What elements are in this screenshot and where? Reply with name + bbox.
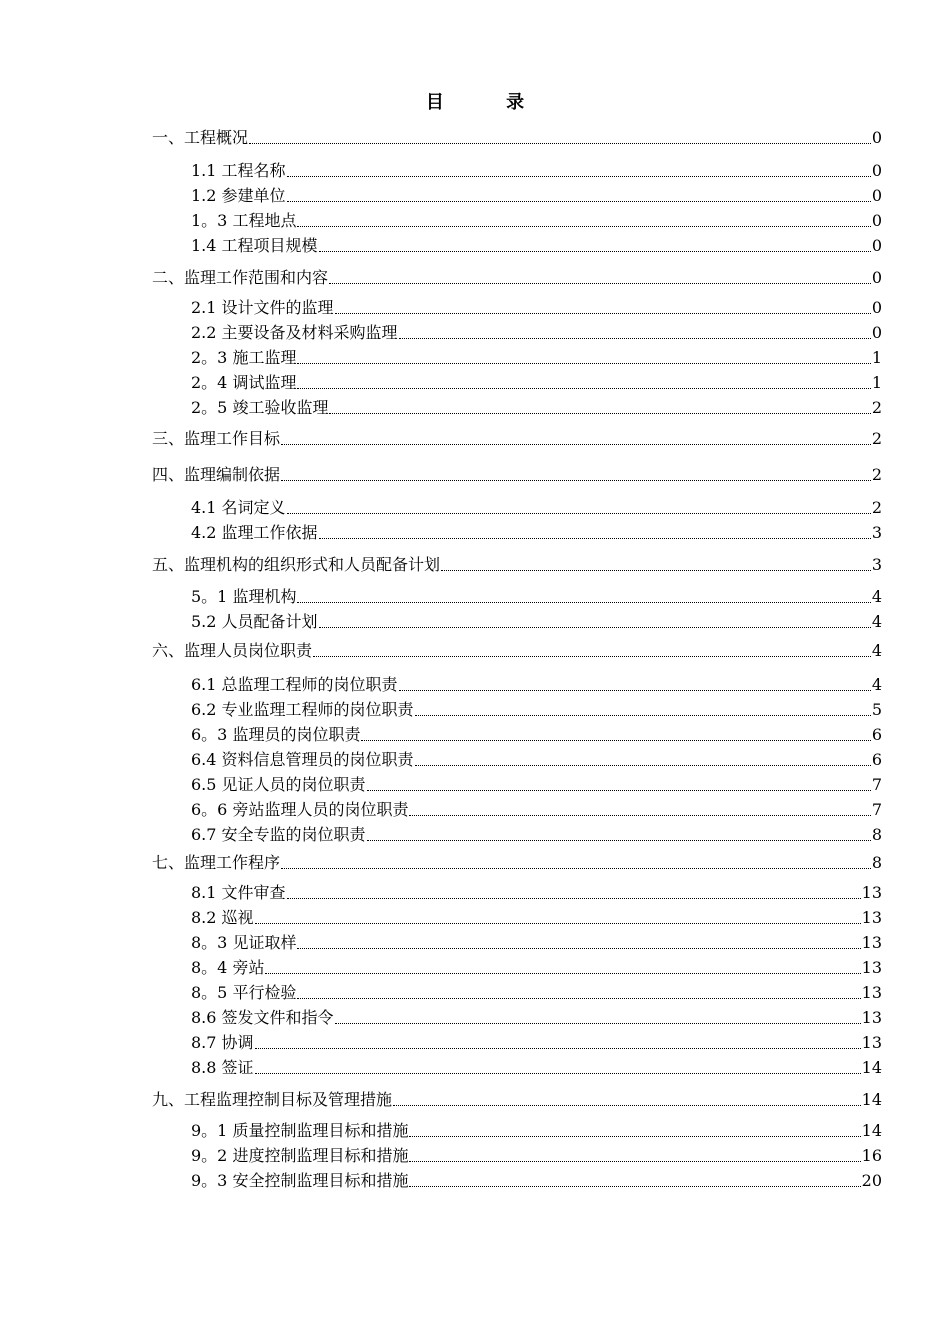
- dot-leader: [249, 143, 871, 144]
- toc-entry-label: 五、监理机构的组织形式和人员配备计划: [152, 555, 441, 574]
- toc-entry-label: 六、监理人员岗位职责: [152, 641, 313, 660]
- toc-page-number: 16: [861, 1146, 882, 1165]
- toc-section-entry[interactable]: [191, 347, 882, 369]
- toc-section-entry[interactable]: [191, 749, 882, 771]
- toc-section-entry[interactable]: [191, 235, 882, 257]
- toc-page-number: 0: [871, 268, 882, 287]
- toc-page-number: 5: [871, 700, 882, 719]
- toc-section-entry[interactable]: [191, 297, 882, 319]
- toc-chapter-entry[interactable]: [152, 1089, 882, 1111]
- dot-leader: [367, 840, 871, 841]
- dot-leader: [415, 765, 871, 766]
- toc-entry-label: 2。4 调试监理: [191, 373, 297, 392]
- toc-page-number: 0: [871, 236, 882, 255]
- toc-entry-label: 8。5 平行检验: [191, 983, 297, 1002]
- toc-section-entry[interactable]: [191, 1007, 882, 1029]
- dot-leader: [329, 413, 870, 414]
- toc-entry-label: 2。5 竣工验收监理: [191, 398, 329, 417]
- toc-entry-label: 6.1 总监理工程师的岗位职责: [191, 675, 398, 694]
- toc-title: 目 录: [425, 92, 553, 113]
- toc-page-number: 13: [861, 1033, 882, 1052]
- toc-page-number: 4: [871, 641, 882, 660]
- dot-leader: [409, 1136, 860, 1137]
- toc-entry-label: 8.1 文件审查: [191, 883, 286, 902]
- toc-entry-label: 8.2 巡视: [191, 908, 254, 927]
- toc-page-number: 7: [871, 775, 882, 794]
- toc-section-entry[interactable]: [191, 699, 882, 721]
- toc-page-number: 2: [871, 465, 882, 484]
- dot-leader: [297, 998, 860, 999]
- toc-entry-label: 5。1 监理机构: [191, 587, 297, 606]
- toc-page-number: 13: [861, 1008, 882, 1027]
- toc-section-entry[interactable]: [191, 522, 882, 544]
- dot-leader: [409, 1161, 860, 1162]
- toc-page-number: 2: [871, 498, 882, 517]
- toc-page-number: 0: [871, 323, 882, 342]
- dot-leader: [393, 1105, 861, 1106]
- toc-page-number: 0: [871, 211, 882, 230]
- toc-page-number: 1: [871, 373, 882, 392]
- toc-section-entry[interactable]: [191, 907, 882, 929]
- dot-leader: [319, 251, 871, 252]
- toc-page-number: 3: [871, 523, 882, 542]
- toc-chapter-entry[interactable]: [152, 464, 882, 486]
- toc-entry-label: 6。3 监理员的岗位职责: [191, 725, 361, 744]
- toc-section-entry[interactable]: [191, 586, 882, 608]
- toc-section-entry[interactable]: [191, 932, 882, 954]
- toc-entry-label: 2。3 施工监理: [191, 348, 297, 367]
- toc-section-entry[interactable]: [191, 1145, 882, 1167]
- toc-page-number: 13: [861, 958, 882, 977]
- toc-page-number: 6: [871, 725, 882, 744]
- toc-section-entry[interactable]: [191, 372, 882, 394]
- toc-entry-label: 1。3 工程地点: [191, 211, 297, 230]
- toc-page-number: 7: [871, 800, 882, 819]
- toc-page-number: 20: [861, 1171, 882, 1190]
- toc-entry-label: 8.8 签证: [191, 1058, 254, 1077]
- toc-chapter-entry[interactable]: [152, 640, 882, 662]
- toc-entry-label: 6.4 资料信息管理员的岗位职责: [191, 750, 414, 769]
- toc-entry-label: 三、监理工作目标: [152, 429, 281, 448]
- toc-entry-label: 9。2 进度控制监理目标和措施: [191, 1146, 409, 1165]
- toc-section-entry[interactable]: [191, 882, 882, 904]
- toc-section-entry[interactable]: [191, 497, 882, 519]
- toc-page-number: 13: [861, 983, 882, 1002]
- toc-entry-label: 2.2 主要设备及材料采购监理: [191, 323, 398, 342]
- toc-entry-label: 1.2 参建单位: [191, 186, 286, 205]
- toc-entry-label: 6.2 专业监理工程师的岗位职责: [191, 700, 414, 719]
- toc-section-entry[interactable]: [191, 1120, 882, 1142]
- toc-page-number: 14: [861, 1121, 882, 1140]
- toc-section-entry[interactable]: [191, 210, 882, 232]
- dot-leader: [409, 815, 870, 816]
- dot-leader: [319, 538, 871, 539]
- toc-entry-label: 九、工程监理控制目标及管理措施: [152, 1090, 393, 1109]
- toc-page-number: 14: [861, 1058, 882, 1077]
- dot-leader: [441, 570, 871, 571]
- dot-leader: [281, 444, 871, 445]
- toc-section-entry[interactable]: [191, 1057, 882, 1079]
- toc-section-entry[interactable]: [191, 824, 882, 846]
- toc-entry-label: 5.2 人员配备计划: [191, 612, 318, 631]
- dot-leader: [335, 313, 871, 314]
- dot-leader: [399, 338, 871, 339]
- toc-entry-label: 四、监理编制依据: [152, 465, 281, 484]
- toc-entry-label: 8.7 协调: [191, 1033, 254, 1052]
- toc-section-entry[interactable]: [191, 1032, 882, 1054]
- dot-leader: [415, 715, 871, 716]
- dot-leader: [287, 176, 871, 177]
- dot-leader: [399, 690, 871, 691]
- dot-leader: [361, 740, 870, 741]
- toc-page-number: 13: [861, 883, 882, 902]
- dot-leader: [335, 1023, 861, 1024]
- toc-page-number: 13: [861, 908, 882, 927]
- toc-entry-label: 1.1 工程名称: [191, 161, 286, 180]
- dot-leader: [255, 923, 861, 924]
- toc-entry-label: 8。4 旁站: [191, 958, 265, 977]
- toc-section-entry[interactable]: [191, 799, 882, 821]
- dot-leader: [409, 1186, 860, 1187]
- toc-section-entry[interactable]: [191, 322, 882, 344]
- toc-chapter-entry[interactable]: [152, 428, 882, 450]
- dot-leader: [329, 283, 871, 284]
- dot-leader: [297, 948, 860, 949]
- dot-leader: [297, 226, 870, 227]
- toc-page-number: 8: [871, 825, 882, 844]
- toc-chapter-entry[interactable]: [152, 852, 882, 874]
- toc-section-entry[interactable]: [191, 185, 882, 207]
- toc-page-number: 8: [871, 853, 882, 872]
- toc-page-number: 4: [871, 587, 882, 606]
- dot-leader: [319, 627, 871, 628]
- toc-entry-label: 6。6 旁站监理人员的岗位职责: [191, 800, 409, 819]
- dot-leader: [287, 513, 871, 514]
- toc-page-number: 13: [861, 933, 882, 952]
- toc-page-number: 1: [871, 348, 882, 367]
- toc-entry-label: 一、工程概况: [152, 128, 249, 147]
- toc-section-entry[interactable]: [191, 160, 882, 182]
- toc-entry-label: 8.6 签发文件和指令: [191, 1008, 334, 1027]
- toc-entry-label: 4.1 名词定义: [191, 498, 286, 517]
- toc-chapter-entry[interactable]: [152, 554, 882, 576]
- dot-leader: [265, 973, 860, 974]
- toc-section-entry[interactable]: [191, 982, 882, 1004]
- toc-entry-label: 6.7 安全专监的岗位职责: [191, 825, 366, 844]
- toc-page-number: 0: [871, 298, 882, 317]
- toc-entry-label: 二、监理工作范围和内容: [152, 268, 329, 287]
- dot-leader: [313, 656, 871, 657]
- toc-section-entry[interactable]: [191, 724, 882, 746]
- dot-leader: [297, 602, 870, 603]
- toc-chapter-entry[interactable]: [152, 267, 882, 289]
- toc-page-number: 2: [871, 429, 882, 448]
- toc-page-number: 3: [871, 555, 882, 574]
- toc-page-number: 14: [861, 1090, 882, 1109]
- toc-entry-label: 9。3 安全控制监理目标和措施: [191, 1171, 409, 1190]
- toc-entry-label: 七、监理工作程序: [152, 853, 281, 872]
- toc-page-number: 0: [871, 161, 882, 180]
- dot-leader: [281, 480, 871, 481]
- toc-page-number: 0: [871, 186, 882, 205]
- toc-entry-label: 6.5 见证人员的岗位职责: [191, 775, 366, 794]
- toc-chapter-entry[interactable]: [152, 127, 882, 149]
- toc-section-entry[interactable]: [191, 774, 882, 796]
- dot-leader: [255, 1048, 861, 1049]
- toc-page-number: 2: [871, 398, 882, 417]
- toc-entry-label: 1.4 工程项目规模: [191, 236, 318, 255]
- toc-page-number: 6: [871, 750, 882, 769]
- dot-leader: [297, 363, 870, 364]
- toc-page-number: 4: [871, 612, 882, 631]
- dot-leader: [287, 898, 861, 899]
- toc-entry-label: 2.1 设计文件的监理: [191, 298, 334, 317]
- dot-leader: [367, 790, 871, 791]
- dot-leader: [287, 201, 871, 202]
- toc-page-number: 4: [871, 675, 882, 694]
- toc-entry-label: 4.2 监理工作依据: [191, 523, 318, 542]
- dot-leader: [281, 868, 871, 869]
- toc-section-entry[interactable]: [191, 674, 882, 696]
- toc-entry-label: 9。1 质量控制监理目标和措施: [191, 1121, 409, 1140]
- toc-section-entry[interactable]: [191, 397, 882, 419]
- toc-entry-label: 8。3 见证取样: [191, 933, 297, 952]
- toc-page-number: 0: [871, 128, 882, 147]
- dot-leader: [297, 388, 870, 389]
- toc-section-entry[interactable]: [191, 611, 882, 633]
- dot-leader: [255, 1073, 861, 1074]
- toc-section-entry[interactable]: [191, 1170, 882, 1192]
- toc-section-entry[interactable]: [191, 957, 882, 979]
